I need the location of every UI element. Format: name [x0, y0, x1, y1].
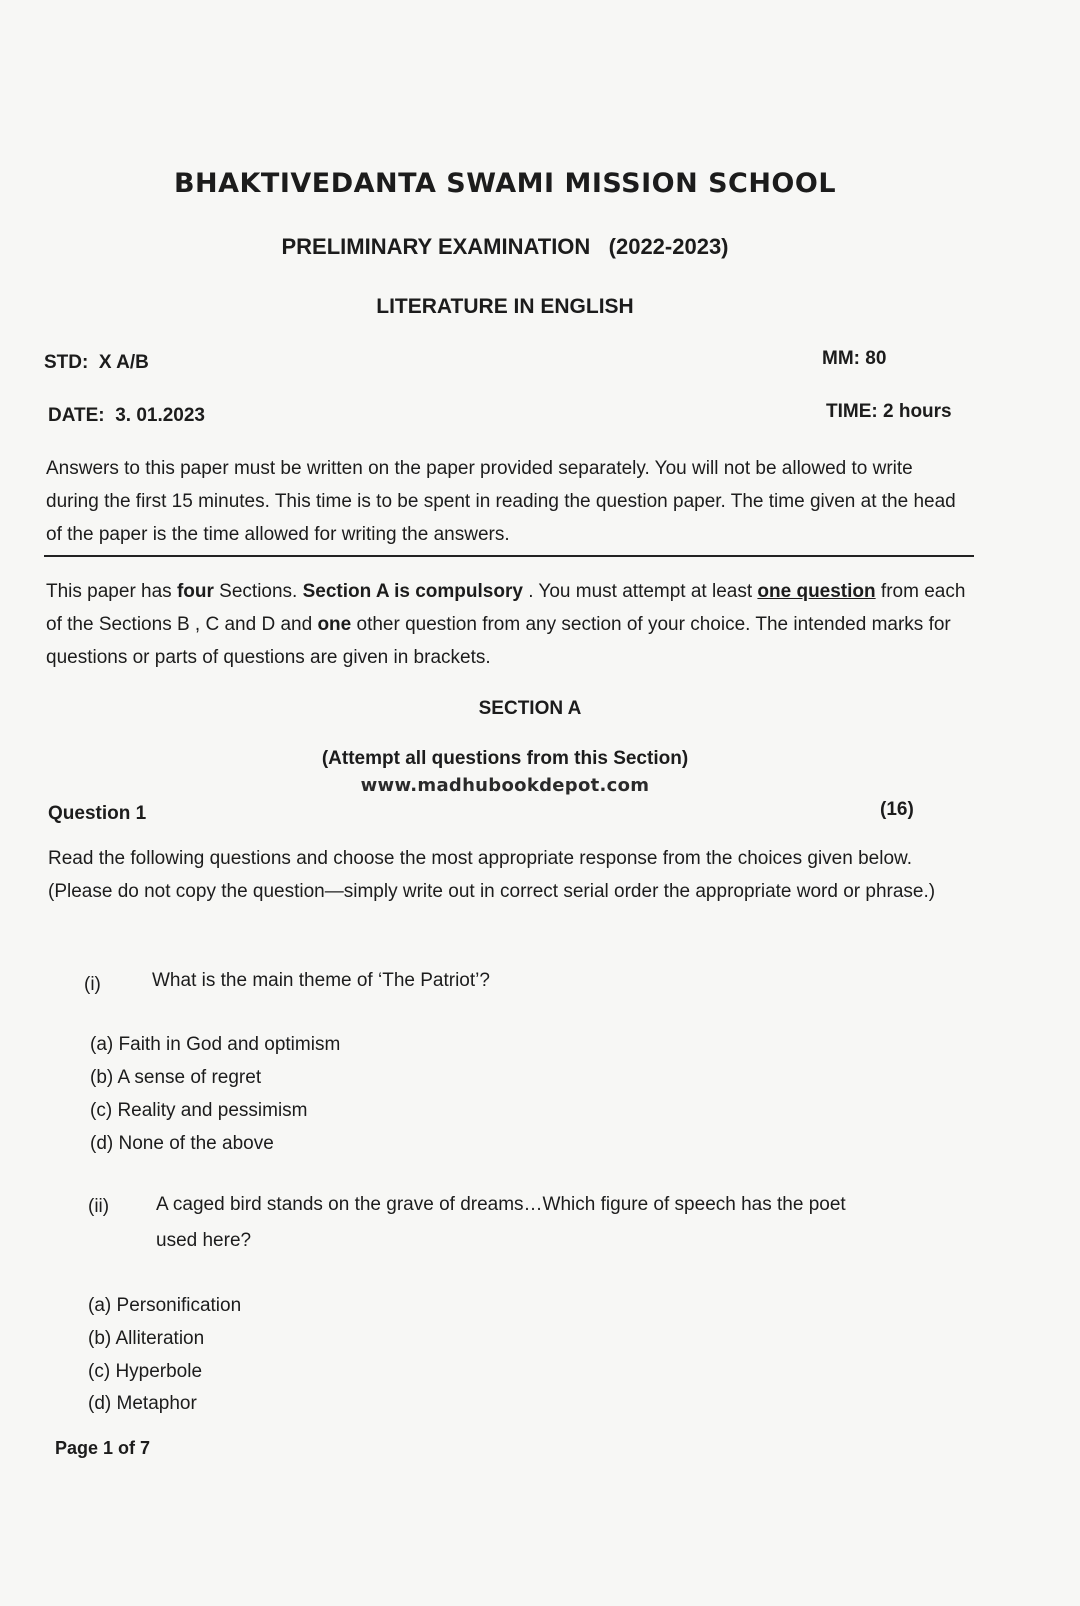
section-a-title: SECTION A	[478, 698, 582, 719]
option-text: A sense of regret	[117, 1067, 262, 1088]
option-key: (b)	[88, 1328, 112, 1349]
instructions-paragraph: Answers to this paper must be written on the paper provided separately. You will not be allowed to write during the first 15 minutes. This time is to be spent in reading the question paper. The time given at the head of the paper is the time allowed for writing the answers.	[46, 458, 956, 545]
page-current: 1	[103, 1438, 114, 1458]
item-ii-number: (ii)	[88, 1196, 110, 1217]
item-ii-option-d	[88, 1393, 197, 1415]
item-i-option-a	[90, 1034, 340, 1056]
option-key: (a)	[88, 1295, 112, 1316]
max-marks: MM: 80	[822, 348, 887, 369]
option-text: Alliteration	[115, 1328, 205, 1349]
option-key: (d)	[90, 1133, 114, 1154]
item-ii-option-c	[88, 1361, 202, 1383]
note-bold-compulsory: Section A is compulsory	[302, 581, 523, 602]
option-key: (d)	[88, 1393, 112, 1414]
item-ii-question-line1: A caged bird stands on the grave of dreams…Which figure of speech has the poet	[156, 1194, 846, 1215]
item-i-number: (i)	[84, 974, 101, 995]
item-i-option-c	[90, 1100, 308, 1122]
exam-time: TIME: 2 hours	[826, 401, 952, 422]
note-part4: from each of the Sections B , C and D and	[46, 581, 966, 635]
subject-title: LITERATURE IN ENGLISH	[376, 295, 634, 318]
page-total: 7	[140, 1438, 151, 1458]
divider-line	[44, 555, 974, 557]
item-ii-option-b	[88, 1328, 204, 1350]
option-text: Faith in God and optimism	[118, 1034, 341, 1055]
question-1-instruction: Read the following questions and choose the most appropriate response from the choices given below. (Please do not copy the question—simply write out in correct serial order the appropriate word or phrase.)	[48, 848, 936, 902]
section-a-subtitle: (Attempt all questions from this Section)	[321, 748, 689, 769]
exam-title: PRELIMINARY EXAMINATION (2022-2023)	[281, 234, 729, 259]
item-i-option-d	[90, 1133, 274, 1155]
note-part5: other question from any section of your choice. The intended marks for questions or parts of questions are given in brackets.	[46, 614, 951, 668]
option-text: Metaphor	[116, 1393, 197, 1414]
note-part3: . You must attempt at least	[522, 581, 758, 602]
option-key: (b)	[90, 1067, 114, 1088]
option-text: Reality and pessimism	[117, 1100, 308, 1121]
option-text: Hyperbole	[115, 1361, 203, 1382]
item-ii-question-line2: used here?	[156, 1230, 252, 1251]
option-text: None of the above	[118, 1133, 274, 1154]
note-part2: Sections.	[213, 581, 303, 602]
option-key: (a)	[90, 1034, 114, 1055]
note-bold-four: four	[176, 581, 214, 602]
note-bold-one: one	[317, 614, 352, 635]
school-name: BHAKTIVEDANTA SWAMI MISSION SCHOOL	[173, 168, 837, 199]
page-mid: of	[113, 1438, 141, 1458]
website-watermark: www.madhubookdepot.com	[360, 775, 650, 796]
std-label: STD: X A/B	[44, 352, 149, 373]
note-part1: This paper has	[46, 581, 177, 602]
exam-date: DATE: 3. 01.2023	[48, 405, 206, 426]
note-underline-one-question: one question	[757, 581, 876, 602]
item-ii-option-a	[88, 1295, 241, 1317]
option-key: (c)	[90, 1100, 113, 1121]
item-i-option-b	[90, 1067, 261, 1089]
option-key: (c)	[88, 1361, 111, 1382]
question-1-label: Question 1	[48, 803, 147, 824]
sections-note	[46, 575, 966, 674]
page-number	[55, 1438, 150, 1459]
page-prefix: Page	[55, 1438, 104, 1458]
option-text: Personification	[116, 1295, 242, 1316]
item-i-question: What is the main theme of ‘The Patriot’?	[152, 970, 490, 991]
question-1-marks: (16)	[880, 799, 914, 820]
